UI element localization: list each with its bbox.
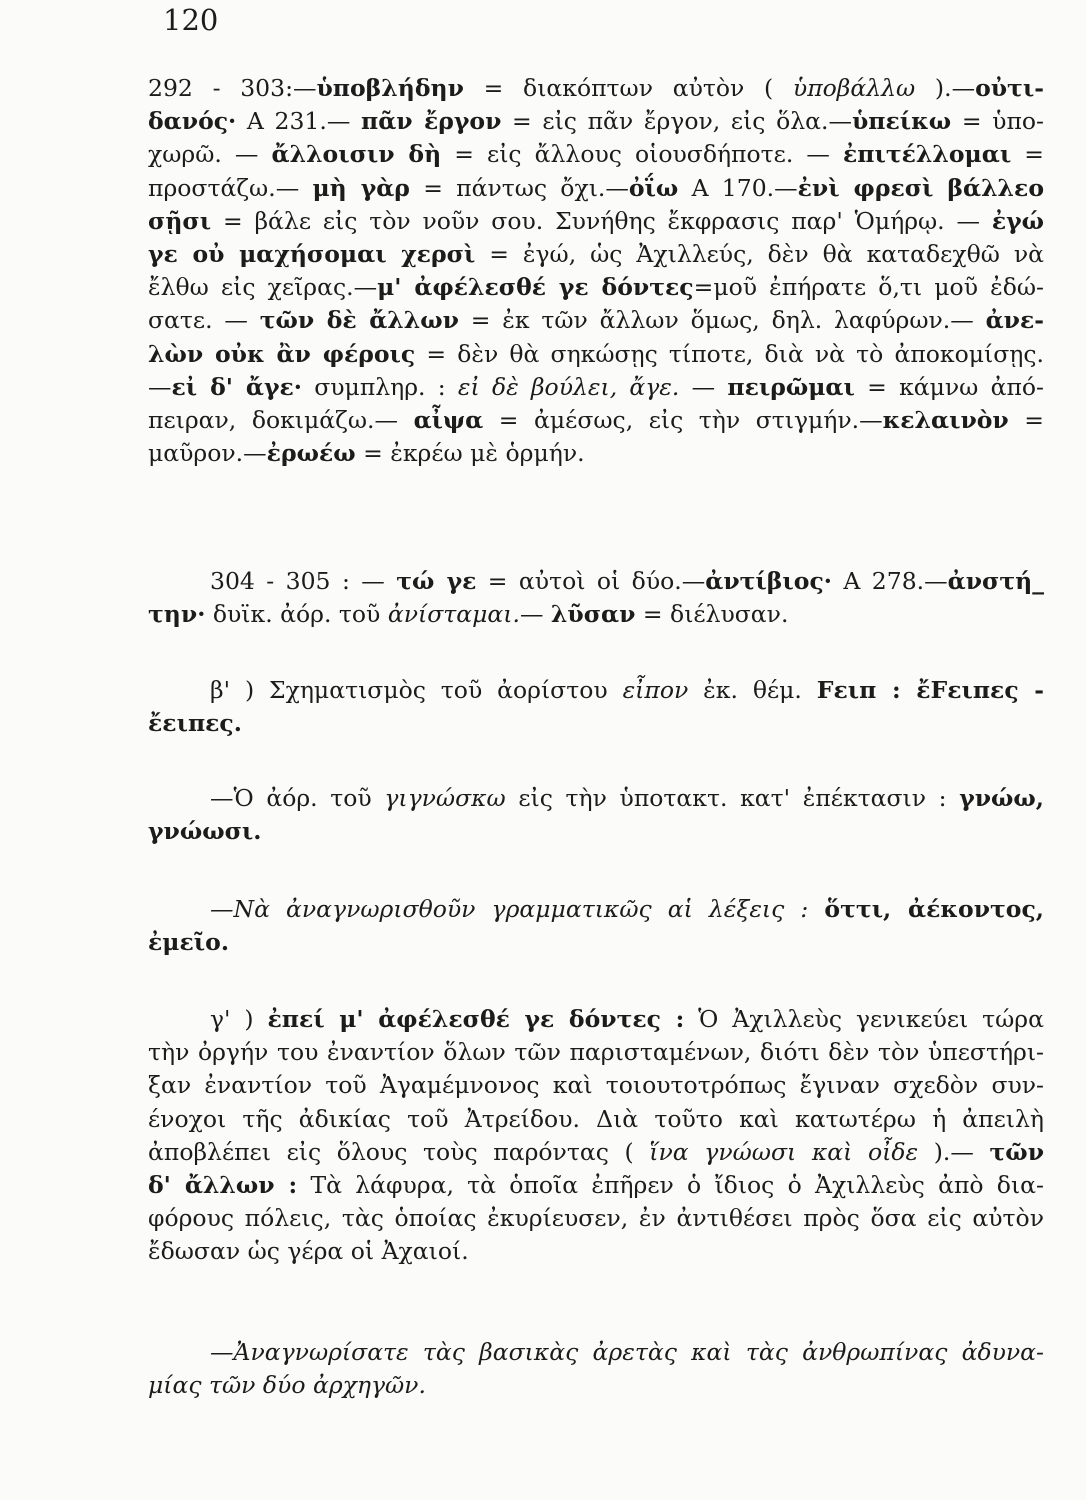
paragraph-p7 bbox=[148, 1336, 1044, 1402]
text-line: ἔειπες. bbox=[148, 709, 242, 738]
text-line: δ' ἄλλων : Τὰ λάφυρα, τὰ ὁποῖα ἐπῆρεν ὁ ἴδιος ὁ Ἀχιλλεὺς ἀπὸ δια- bbox=[148, 1171, 1044, 1200]
text-line: ἔδωσαν ὡς γέρα οἱ Ἀχαιοί. bbox=[148, 1237, 469, 1266]
text-line: ἔλθω εἰς χεῖρας.—μ' ἀφέλεσθέ γε δόντες=μοῦ ἐπήρατε ὅ,τι μοῦ ἐδώ- bbox=[148, 273, 1044, 302]
text-line: —Ὁ ἀόρ. τοῦ γιγνώσκω εἰς τὴν ὑποτακτ. κατ' ἐπέκτασιν : γνώω, bbox=[210, 784, 1044, 812]
paragraph-p1 bbox=[148, 72, 1044, 470]
text-line: γε οὐ μαχήσομαι χερσὶ = ἐγώ, ὡς Ἀχιλλεύς, δὲν θὰ καταδεχθῶ νὰ bbox=[148, 240, 1044, 269]
text-line: φόρους πόλεις, τὰς ὁποίας ἐκυρίευσεν, ἐν ἀντιθέσει πρὸς ὅσα εἰς αὐτὸν bbox=[148, 1204, 1044, 1233]
page-number: 120 bbox=[163, 3, 219, 37]
text-line: την· δυϊκ. ἀόρ. τοῦ ἀνίσταμαι.— λῦσαν = διέλυσαν. bbox=[148, 600, 789, 629]
text-line: ἐμεῖο. bbox=[148, 928, 229, 957]
text-line: β' ) Σχηματισμὸς τοῦ ἀορίστου εἶπον ἐκ. θέμ. Fειπ : ἔFειπες - bbox=[210, 676, 1044, 704]
text-line: —Ἀναγνωρίσατε τὰς βασικὰς ἀρετὰς καὶ τὰς ἀνθρωπίνας ἀδυνα- bbox=[210, 1338, 1044, 1366]
text-line: δανός· Α 231.— πᾶν ἔργον = εἰς πᾶν ἔργον, εἰς ὅλα.—ὑπείκω = ὑπο- bbox=[148, 107, 1044, 136]
text-line: σατε. — τῶν δὲ ἄλλων = ἐκ τῶν ἄλλων ὅμως, δηλ. λαφύρων.— ἀνε- bbox=[148, 306, 1044, 335]
text-line: πειραν, δοκιμάζω.— αἶψα = ἀμέσως, εἰς τὴν στιγμήν.—κελαινὸν = bbox=[148, 406, 1044, 435]
text-line: γ' ) ἐπεί μ' ἀφέλεσθέ γε δόντες : Ὁ Ἀχιλλεὺς γενικεύει τώρα bbox=[210, 1005, 1044, 1033]
text-line: 292 - 303:—ὑποβλήδην = διακόπτων αὐτὸν ( ὑποβάλλω ).—οὐτι- bbox=[148, 74, 1044, 102]
text-line: λὼν οὐκ ἂν φέροις = δὲν θὰ σηκώσῃς τίποτε, διὰ νὰ τὸ ἀποκομίσῃς. bbox=[148, 339, 1045, 368]
text-line: —Νὰ ἀναγνωρισθοῦν γραμματικῶς αἱ λέξεις : ὅττι, ἀέκοντος, bbox=[210, 895, 1044, 923]
paragraph-p5 bbox=[148, 893, 1044, 959]
text-line: σῇσι = βάλε εἰς τὸν νοῦν σου. Συνήθης ἔκφρασις παρ' Ὁμήρῳ. — ἐγώ bbox=[148, 206, 1044, 235]
text-line: χωρῶ. — ἄλλοισιν δὴ = εἰς ἄλλους οἱουσδήποτε. — ἐπιτέλλομαι = bbox=[148, 140, 1044, 169]
paragraph-p3 bbox=[148, 674, 1044, 740]
text-line: τὴν ὀργήν του ἐναντίον ὅλων τῶν παρισταμένων, διότι δὲν τὸν ὑπεστήρι- bbox=[148, 1038, 1044, 1067]
text-line: ένοχοι τῆς ἀδικίας τοῦ Ἀτρείδου. Διὰ τοῦτο καὶ κατωτέρω ἡ ἀπειλὴ bbox=[148, 1104, 1044, 1133]
text-line: μίας τῶν δύο ἀρχηγῶν. bbox=[148, 1371, 426, 1400]
text-line: προστάζω.— μὴ γὰρ = πάντως ὄχι.—ὀΐω Α 170.—ἐνὶ φρεσὶ βάλλεο bbox=[148, 173, 1044, 202]
text-line: 304 - 305 : — τώ γε = αὐτοὶ οἱ δύο.—ἀντίβιος· Α 278.—ἀνστή_ bbox=[210, 567, 1044, 595]
paragraph-p4 bbox=[148, 782, 1044, 848]
paragraph-p2 bbox=[148, 565, 1044, 631]
text-line: —εἰ δ' ἄγε· συμπληρ. : εἰ δὲ βούλει, ἄγε. — πειρῶμαι = κάμνω ἀπό- bbox=[148, 372, 1044, 401]
text-line: γνώωσι. bbox=[148, 817, 262, 846]
text-line: ἀποβλέπει εἰς ὅλους τοὺς παρόντας ( ἵνα γνώωσι καὶ οἶδε ).— τῶν bbox=[148, 1137, 1044, 1166]
text-line: ξαν ἐναντίον τοῦ Ἀγαμέμνονος καὶ τοιουτοτρόπως ἔγιναν σχεδὸν συν- bbox=[148, 1071, 1044, 1100]
paragraph-p6 bbox=[148, 1003, 1044, 1269]
text-line: μαῦρον.—ἐρωέω = ἐκρέω μὲ ὁρμήν. bbox=[148, 439, 585, 468]
